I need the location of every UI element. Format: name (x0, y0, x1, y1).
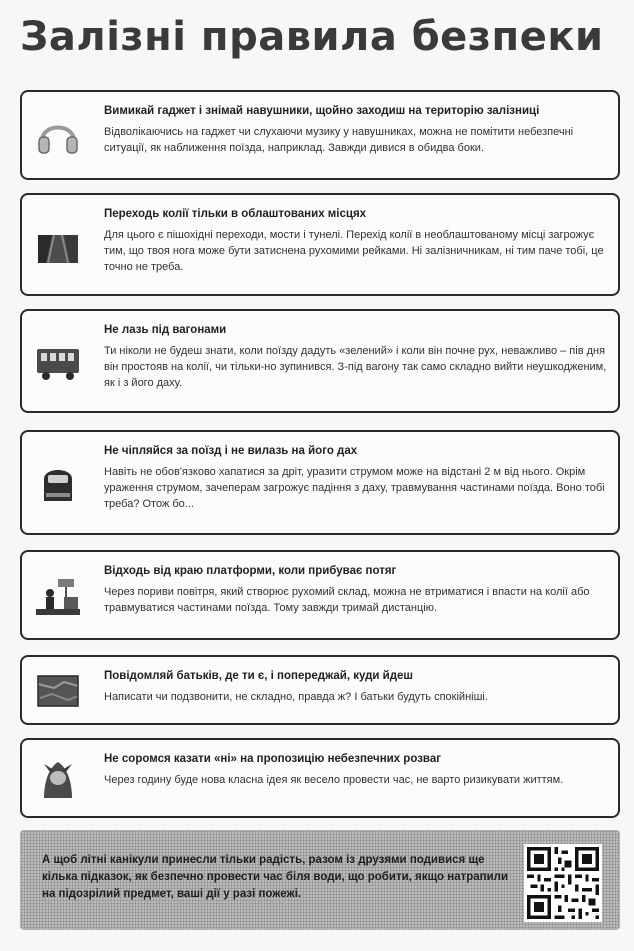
footer-text: А щоб літні канікули принесли тільки радість, разом із друзями подивися ще кілька підказок, як безпечно провести час біля води, що робити, якщо натрапили на підозрілий предмет, ваші дії у разі пожежі. (42, 854, 509, 900)
rule-card-crossing (20, 193, 620, 296)
rule-heading: Вимикай гаджет і знімай навушники, щойно заходиш на територію залізниці (104, 105, 540, 117)
rule-card-wagon (20, 309, 620, 413)
rule-heading: Повідомляй батьків, де ти є, і попереджай, куди йдеш (104, 670, 414, 682)
rule-heading: Не чіпляйся за поїзд і не вилазь на його дах (104, 445, 358, 457)
railway-crossing-icon (34, 221, 82, 269)
rule-body: Через пориви повітря, який створює рухомий склад, можна не втриматися і впасти на колії або травмуватися частинами поїзда. Тому завжди тримай дистанцію. (104, 586, 590, 614)
rule-body: Навіть не обов'язково хапатися за дріт, уразити струмом може на відстані 2 м від нього. Окрім ураження струмом, зачеперам загрожує падіння з даху, травмування частинами поїзда. Воно тобі треба? Отож бо... (104, 466, 605, 510)
footer-banner (20, 830, 620, 930)
rule-card-locomotive (20, 430, 620, 535)
train-wagon-icon (34, 337, 82, 385)
rule-body: Написати чи подзвонити, не складно, правда ж? І батьки будуть спокійніші. (104, 691, 488, 703)
rule-body: Відволікаючись на гаджет чи слухаючи музику у навушниках, можна не помітити небезпечні ситуації, як наближення поїзда, наприклад. Завжди дивися в обидва боки. (104, 126, 574, 154)
rule-heading: Не лазь під вагонами (104, 324, 227, 336)
rule-card-headphones (20, 90, 620, 180)
rule-body: Через годину буде нова класна ідея як весело провести час, не варто ризикувати життям. (104, 774, 564, 786)
rule-body: Ти ніколи не будеш знати, коли поїзду дадуть «зелений» і коли він почне рух, неважливо – пів дня він простояв на колії, чи тільки-но зупинився. З-під вагону так само складно вийти неушкодженим, як і з його даху. (104, 345, 607, 389)
platform-icon (34, 571, 82, 619)
locomotive-icon (34, 459, 82, 507)
page-title: Залізні правила безпеки (20, 14, 604, 60)
rule-heading: Відходь від краю платформи, коли прибуває потяг (104, 565, 397, 577)
rule-card-dangerous-fun (20, 738, 620, 818)
rule-card-platform (20, 550, 620, 640)
headphones-icon (34, 111, 82, 159)
rule-body: Для цього є пішохідні переходи, мости і тунелі. Перехід колії в необлаштованому місці загрожує тим, що твоя нога може бути затиснена рухомими рейками. Ні залізничникам, ні тим паче тобі, це точно не треба. (104, 229, 604, 273)
rule-heading: Переходь колії тільки в облаштованих місцях (104, 208, 367, 220)
rule-heading: Не соромся казати «ні» на пропозицію небезпечних розваг (104, 753, 442, 765)
map-icon (34, 666, 82, 714)
qr-code-icon[interactable] (524, 844, 602, 922)
rule-card-parents (20, 655, 620, 725)
hooded-figure-icon (34, 754, 82, 802)
